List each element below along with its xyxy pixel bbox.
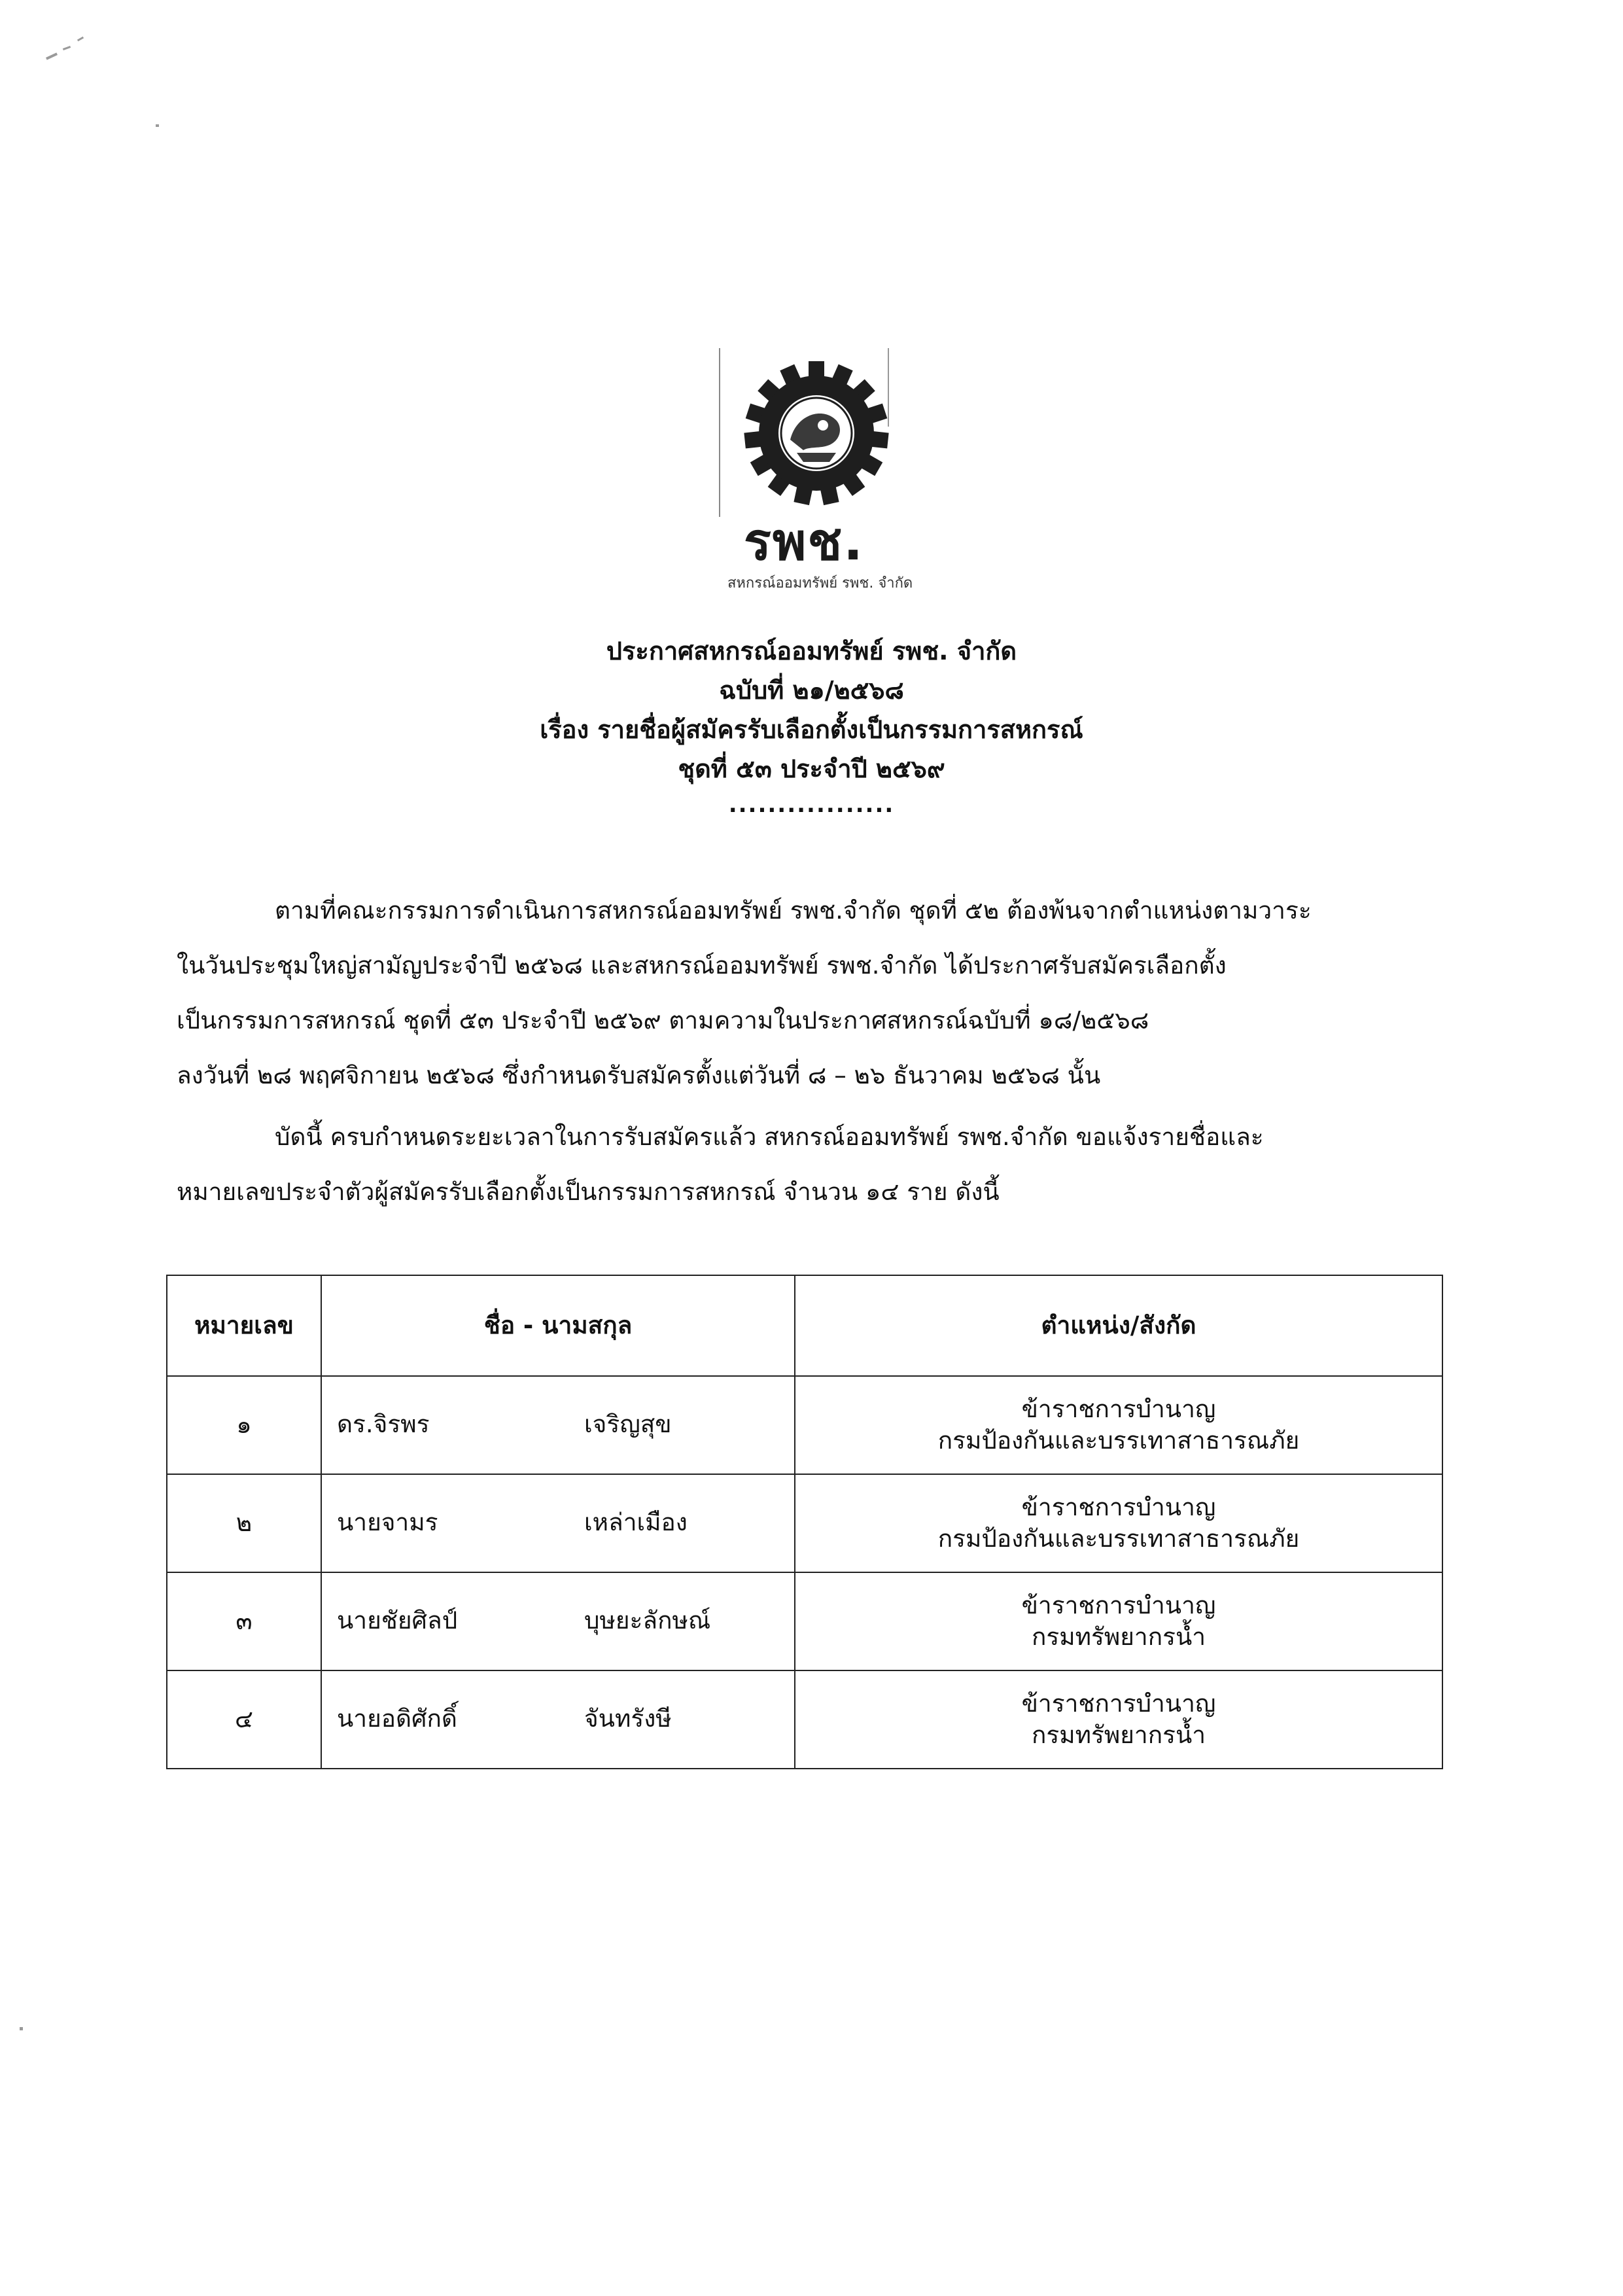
candidate-first-name: ดร.จิรพร	[337, 1410, 430, 1438]
column-header-position: ตำแหน่ง/สังกัด	[795, 1275, 1442, 1376]
candidate-first-name: นายอดิศักดิ์	[337, 1704, 457, 1733]
candidate-position-cell	[795, 1376, 1442, 1474]
candidate-position: ข้าราชการบำนาญ	[1021, 1689, 1216, 1718]
candidate-name-cell	[321, 1474, 795, 1572]
scan-speck	[46, 52, 58, 60]
scan-speck	[77, 37, 84, 42]
candidate-position-cell	[795, 1670, 1442, 1769]
candidate-name-cell	[321, 1572, 795, 1670]
scan-speck	[20, 2027, 23, 2030]
candidate-number: ๑	[167, 1376, 321, 1474]
candidate-position: ข้าราชการบำนาญ	[1021, 1591, 1216, 1619]
logo-subtitle: สหกรณ์ออมทรัพย์ รพช. จำกัด	[727, 575, 913, 592]
paragraph-line: ในวันประชุมใหญ่สามัญประจำปี ๒๕๖๘ และสหกรณ์ออมทรัพย์ รพช.จำกัด ได้ประกาศรับสมัครเลือกตั้ง	[177, 951, 1227, 980]
candidate-number: ๔	[167, 1670, 321, 1769]
candidate-name-cell	[321, 1670, 795, 1769]
candidate-last-name: จันทรังษี	[584, 1704, 672, 1733]
candidate-last-name: เหล่าเมือง	[584, 1508, 688, 1536]
candidate-number: ๓	[167, 1572, 321, 1670]
announcement-set-year: ชุดที่ ๕๓ ประจำปี ๒๕๖๙	[678, 754, 945, 783]
scan-speck	[63, 46, 71, 50]
candidate-name-cell	[321, 1376, 795, 1474]
candidate-affiliation: กรมทรัพยากรน้ำ	[1031, 1721, 1206, 1749]
paragraph-line: ตามที่คณะกรรมการดำเนินการสหกรณ์ออมทรัพย์ รพช.จำกัด ชุดที่ ๕๒ ต้องพ้นจากตำแหน่งตามวาระ	[275, 896, 1312, 925]
paragraph-line: หมายเลขประจำตัวผู้สมัครรับเลือกตั้งเป็นกรรมการสหกรณ์ จำนวน ๑๔ ราย ดังนี้	[177, 1178, 1000, 1206]
table-header-row	[167, 1275, 1442, 1376]
cooperative-logo	[718, 348, 913, 595]
candidates-table	[166, 1275, 1443, 1769]
announcement-subject: เรื่อง รายชื่อผู้สมัครรับเลือกตั้งเป็นกรรมการสหกรณ์	[540, 715, 1083, 744]
candidate-position-cell	[795, 1474, 1442, 1572]
candidate-position-cell	[795, 1572, 1442, 1670]
candidate-first-name: นายชัยศิลป์	[337, 1606, 458, 1634]
table-row	[167, 1474, 1442, 1572]
paragraph-line: เป็นกรรมการสหกรณ์ ชุดที่ ๕๓ ประจำปี ๒๕๖๙ ตามความในประกาศสหกรณ์ฉบับที่ ๑๘/๒๕๖๘	[177, 1006, 1149, 1034]
candidate-position: ข้าราชการบำนาญ	[1021, 1493, 1216, 1521]
candidate-affiliation: กรมป้องกันและบรรเทาสาธารณภัย	[937, 1525, 1300, 1553]
announcement-title: ประกาศสหกรณ์ออมทรัพย์ รพช. จำกัด	[606, 637, 1017, 665]
announcement-number: ฉบับที่ ๒๑/๒๕๖๘	[719, 676, 904, 705]
candidate-affiliation: กรมทรัพยากรน้ำ	[1031, 1623, 1206, 1651]
scan-speck	[156, 124, 159, 127]
candidate-last-name: บุษยะลักษณ์	[584, 1606, 711, 1634]
column-header-name: ชื่อ - นามสกุล	[321, 1275, 795, 1376]
gear-emblem-icon	[718, 348, 890, 518]
table-row	[167, 1376, 1442, 1474]
paragraph-line: บัดนี้ ครบกำหนดระยะเวลาในการรับสมัครแล้ว สหกรณ์ออมทรัพย์ รพช.จำกัด ขอแจ้งรายชื่อและ	[275, 1123, 1264, 1151]
table-row	[167, 1572, 1442, 1670]
column-header-number: หมายเลข	[167, 1275, 321, 1376]
logo-title: รพช.	[744, 513, 864, 572]
candidate-affiliation: กรมป้องกันและบรรเทาสาธารณภัย	[937, 1426, 1300, 1455]
table-row	[167, 1670, 1442, 1769]
candidate-number: ๒	[167, 1474, 321, 1572]
candidate-first-name: นายจามร	[337, 1508, 438, 1536]
paragraph-line: ลงวันที่ ๒๘ พฤศจิกายน ๒๕๖๘ ซึ่งกำหนดรับสมัครตั้งแต่วันที่ ๘ – ๒๖ ธันวาคม ๒๕๖๘ นั้น	[177, 1061, 1101, 1089]
candidate-position: ข้าราชการบำนาญ	[1021, 1395, 1216, 1423]
candidate-last-name: เจริญสุข	[584, 1410, 672, 1438]
header-divider-dots: .................	[728, 792, 895, 818]
